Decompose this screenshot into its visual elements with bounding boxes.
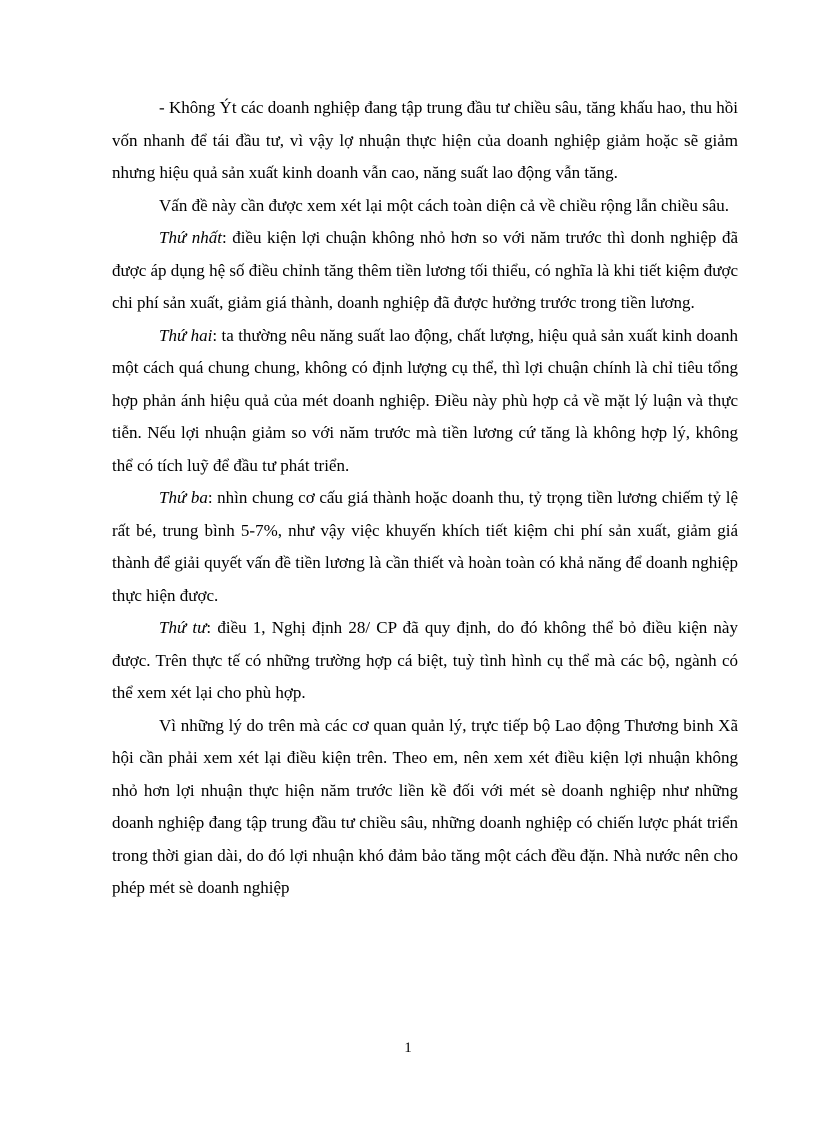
paragraph-lead: Thứ nhất (159, 228, 222, 247)
page-number: 1 (404, 1040, 412, 1056)
paragraph-text: - Không Ýt các doanh nghiệp đang tập trung đầu tư chiều sâu, tăng khấu hao, thu hồi vốn nhanh để tái đầu tư, vì vậy lợ nhuận thực hiện của doanh nghiệp giảm hoặc sẽ giảm nhưng hiệu quả sản xuất kinh doanh vẫn cao, năng suất lao động vẫn tăng. (112, 98, 738, 182)
paragraph-text: Vì những lý do trên mà các cơ quan quản lý, trực tiếp bộ Lao động Thương binh Xã hội cần phải xem xét lại điều kiện trên. Theo em, nên xem xét điều kiện lợi nhuận không nhỏ hơn lợi nhuận thực hiện năm trước liền kề đối với mét sè doanh nghiệp như những doanh nghiệp đang tập trung đầu tư chiều sâu, những doanh nghiệp có chiến lược phát triển trong thời gian dài, do đó lợi nhuận khó đảm bảo tăng một cách đều đặn. Nhà nước nên cho phép mét sè doanh nghiệp (112, 715, 738, 897)
paragraph-text: : điều kiện lợi chuận không nhỏ hơn so với năm trước thì donh nghiệp đã được áp dụng hệ số điều chỉnh tăng thêm tiền lương tối thiểu, có nghĩa là khi tiết kiệm được chi phí sản xuất, giảm giá thành, doanh nghiệp đã được hưởng trước trong tiền lương. (112, 228, 738, 312)
paragraph-text: : ta thường nêu năng suất lao động, chất lượng, hiệu quả sản xuất kinh doanh một cách quá chung chung, không có định lượng cụ thể, thì lợi chuận chính là chỉ tiêu tổng hợp phản ánh hiệu quả của mét doanh nghiệp. Điều này phù hợp cả về mặt lý luận và thực tiễn. Nếu lợi nhuận giảm so với năm trước mà tiền lương cứ tăng là không hợp lý, không thể có tích luỹ để đầu tư phát triển. (112, 325, 739, 475)
paragraph (112, 222, 738, 320)
paragraph (112, 320, 738, 483)
paragraph (112, 482, 738, 612)
paragraph-lead: Thứ tư (159, 618, 207, 637)
paragraph-lead: Thứ ba (159, 488, 208, 507)
paragraph (112, 92, 738, 190)
paragraph (112, 190, 738, 223)
body-text (112, 92, 738, 905)
paragraph-lead: Thứ hai (159, 325, 213, 345)
paragraph-text: : điều 1, Nghị định 28/ CP đã quy định, do đó không thể bỏ điều kiện này được. Trên thực tế có những trường hợp cá biệt, tuỳ tình hình cụ thể mà các bộ, ngành có thể xem xét lại cho phù hợp. (112, 618, 738, 702)
paragraph-text: Vấn đề này cần được xem xét lại một cách toàn diện cả về chiều rộng lẫn chiều sâu. (159, 195, 730, 215)
paragraph-text: : nhìn chung cơ cấu giá thành hoặc doanh thu, tỷ trọng tiền lương chiếm tỷ lệ rất bé, trung bình 5-7%, như vậy việc khuyến khích tiết kiệm chi phí sản xuất, giảm giá thành để giải quyết vấn đề tiền lương là cần thiết và hoàn toàn có khả năng để doanh nghiệp thực hiện được. (112, 488, 738, 605)
paragraph (112, 710, 738, 905)
paragraph (112, 612, 738, 710)
